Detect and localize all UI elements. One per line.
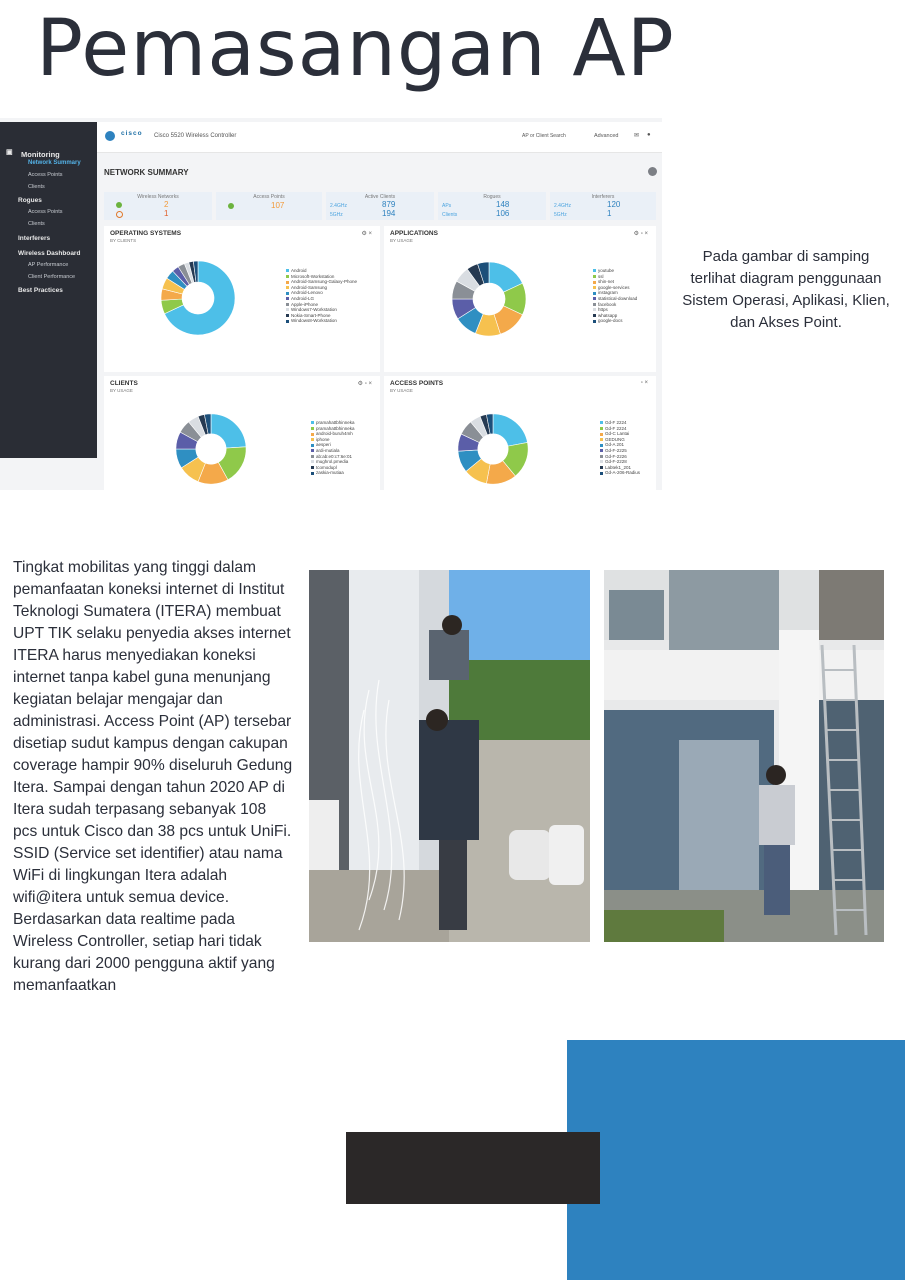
legend-item[interactable] — [593, 318, 637, 324]
sidebar-clients[interactable]: Clients — [28, 184, 45, 190]
stat-rogues[interactable] — [438, 192, 546, 220]
donut-slice[interactable] — [493, 414, 527, 446]
legend-swatch — [311, 455, 314, 458]
stat-band: 5GHz — [554, 212, 567, 218]
card-settings-icon[interactable]: ▫ × — [640, 380, 648, 386]
legend-swatch — [593, 286, 596, 289]
stat-value: 107 — [271, 201, 285, 210]
legend-label: Windows7-Workstation — [291, 307, 337, 313]
sidebar-rogues-clients[interactable]: Clients — [28, 221, 45, 227]
stat-value: 1 — [607, 209, 612, 218]
figure-caption: Pada gambar di samping terlihat diagram penggunaan Sistem Operasi, Aplikasi, Klien, dan Akses Point. — [682, 248, 890, 331]
legend-label: ab:ab:e0:c7:6e:01 — [316, 453, 353, 459]
legend-label: ardi-mutiala — [316, 447, 340, 453]
legend-label: google-docs — [598, 318, 623, 324]
status-off-icon — [116, 211, 123, 218]
card-subtitle: BY USAGE — [110, 388, 133, 393]
sidebar-rogues[interactable]: Rogues — [18, 197, 42, 204]
sidebar-best-practices[interactable]: Best Practices — [18, 287, 63, 294]
page-title: Pemasangan AP — [36, 4, 675, 94]
legend-label: zaskia-mutiaa — [316, 470, 344, 476]
card-title: OPERATING SYSTEMS — [110, 230, 182, 237]
legend-swatch — [593, 292, 596, 295]
legend-label: Windows8-Workstation — [291, 318, 337, 324]
network-summary-title: NETWORK SUMMARY — [104, 168, 189, 177]
legend-label: Gd-F 2224 — [605, 420, 627, 425]
legend-label: Android-Samsung-Galaxy-Phone — [291, 279, 358, 285]
search-field[interactable]: AP or Client Search — [522, 133, 566, 139]
paragraph: SSID (Service set identifier) atau nama WiFi di lingkungan Itera adalah wifi@itera untuk semua device. Berdasarkan data realtime pada Wireless Controller, setiap hari tidak kurang dari 2000 pengguna aktif yang memanfaatkan — [13, 845, 283, 994]
legend-item[interactable] — [286, 318, 357, 324]
photo-building-ladder — [604, 570, 884, 942]
legend-swatch — [311, 449, 314, 452]
stat-label: Access Points — [253, 194, 285, 200]
legend-swatch — [286, 308, 289, 311]
legend-label: instagram — [598, 290, 618, 296]
cisco-logo: cisco — [121, 130, 143, 137]
stat-band: 2.4GHz — [554, 203, 571, 209]
legend-swatch — [600, 460, 603, 463]
legend-swatch — [593, 275, 596, 278]
stat-band: APs — [442, 203, 452, 209]
status-ok-icon — [116, 202, 122, 208]
legend-swatch — [311, 472, 314, 475]
legend-label: Gd-A 201 — [605, 442, 625, 448]
stat-label: Rogues — [483, 194, 501, 200]
wireless-controller-screenshot — [0, 118, 662, 490]
legend-label: Gd-F-2226 — [605, 453, 627, 459]
legend-swatch — [286, 281, 289, 284]
legend-swatch — [600, 449, 603, 452]
legend-swatch — [593, 308, 596, 311]
legend-label: Gd-F-2228 — [605, 459, 627, 465]
card-subtitle: BY CLIENTS — [110, 238, 137, 243]
legend-swatch — [286, 303, 289, 306]
legend-label: tcomodupl — [316, 464, 337, 470]
legend-swatch — [311, 438, 314, 441]
legend-label: mughrol.pmedia — [316, 459, 349, 465]
menu-icon[interactable] — [105, 131, 115, 141]
legend-label: ssl — [598, 273, 604, 279]
card-title: ACCESS POINTS — [390, 380, 444, 387]
legend-swatch — [311, 433, 314, 436]
apps-donut — [450, 260, 528, 338]
os-legend — [286, 268, 357, 324]
advanced-button[interactable]: Advanced — [594, 133, 619, 139]
clients-donut — [174, 412, 248, 486]
stat-wireless-networks[interactable] — [104, 192, 212, 220]
legend-swatch — [311, 444, 314, 447]
legend-label: Gd-F 2224 — [605, 425, 627, 431]
legend-label: facebook — [598, 301, 617, 307]
card-subtitle: BY USAGE — [390, 388, 413, 393]
legend-label: android-buruh4mh — [316, 431, 353, 437]
stat-band: Clients — [442, 212, 458, 218]
legend-label: aesperi — [316, 442, 331, 448]
legend-swatch — [286, 320, 289, 323]
legend-swatch — [600, 433, 603, 436]
photo-installation-pillar — [309, 570, 590, 942]
sidebar-rogues-access-points[interactable]: Access Points — [28, 209, 63, 215]
legend-label: https — [598, 307, 608, 313]
legend-swatch — [593, 281, 596, 284]
card-settings-icon[interactable]: ⚙ ▫ × — [633, 231, 648, 237]
stat-band: 2.4GHz — [330, 203, 347, 209]
stat-value: 1 — [164, 209, 169, 218]
sidebar-client-performance[interactable]: Client Performance — [28, 274, 76, 280]
legend-swatch — [600, 472, 603, 475]
legend-label: Gd-C Lantai — [605, 431, 630, 437]
monitoring-icon: ▣ — [6, 149, 13, 156]
legend-swatch — [600, 427, 603, 430]
legend-label: pramahattbhinneka — [316, 420, 355, 425]
stat-value: 2 — [164, 200, 169, 209]
aps-legend — [600, 420, 640, 476]
stat-interferers[interactable] — [550, 192, 656, 220]
legend-label: GEDUNG — [605, 436, 625, 442]
card-subtitle: BY USAGE — [390, 238, 413, 243]
legend-swatch — [600, 421, 603, 424]
sidebar-network-summary[interactable]: Network Summary — [28, 160, 81, 166]
donut-slice[interactable] — [211, 414, 246, 448]
settings-icon[interactable]: ● — [647, 132, 651, 138]
card-settings-icon[interactable]: ⚙ ▫ × — [357, 381, 372, 387]
card-applications — [384, 226, 656, 372]
status-ok-icon — [228, 203, 234, 209]
sidebar-interferers[interactable]: Interferers — [18, 235, 51, 242]
legend-label: Nokia-Smart-Phone — [291, 312, 331, 318]
os-donut — [159, 259, 237, 337]
legend-label: shin-net — [598, 279, 615, 285]
stat-band: 5GHz — [330, 212, 343, 218]
stat-value: 148 — [496, 200, 510, 209]
paragraph: Tingkat mobilitas yang tinggi dalam pemanfaatan koneksi internet di Institut Teknologi Sumatera (ITERA) membuat UPT TIK selaku penyedia akses internet ITERA harus menyediakan koneksi internet tanpa kabel guna menunjang kegiatan belajar mengajar dan administrasi. Access Point (AP) tersebar disetiap sudut kampus dengan cakupan coverage hampir 90% diseluruh Gedung Itera. Sampai dengan tahun 2020 AP di Itera sudah terpasang sebanyak 108 pcs untuk Cisco dan 38 pcs untuk UniFi. — [13, 559, 293, 840]
stat-value: 106 — [496, 209, 510, 218]
legend-swatch — [286, 286, 289, 289]
legend-swatch — [286, 297, 289, 300]
legend-label: statistical-download — [598, 295, 638, 301]
stat-active-clients[interactable] — [326, 192, 434, 220]
stat-value: 194 — [382, 209, 396, 218]
legend-item[interactable] — [311, 470, 355, 476]
photo-illustration — [309, 570, 590, 942]
card-title: APPLICATIONS — [390, 230, 438, 237]
decorative-blue-block — [567, 1040, 905, 1280]
stat-value: 120 — [607, 200, 621, 209]
legend-swatch — [311, 466, 314, 469]
stat-label: Wireless Networks — [137, 194, 179, 200]
legend-swatch — [593, 269, 596, 272]
legend-label: Android-Samsung — [291, 284, 328, 290]
card-title: CLIENTS — [110, 380, 138, 387]
stat-label: Active Clients — [364, 194, 396, 200]
legend-label: google-services — [598, 284, 630, 290]
sidebar — [0, 122, 97, 458]
legend-swatch — [593, 303, 596, 306]
legend-label: pramahattbhinneka — [316, 425, 355, 431]
legend-label: youtube — [598, 268, 615, 273]
top-bar — [97, 122, 662, 153]
legend-label: Gd-F-2225 — [605, 447, 627, 453]
legend-swatch — [311, 427, 314, 430]
body-text — [13, 557, 293, 997]
legend-swatch — [600, 438, 603, 441]
card-settings-icon[interactable]: ⚙ × — [361, 231, 372, 237]
stat-access-points[interactable] — [216, 192, 322, 220]
sidebar-wireless-dashboard[interactable]: Wireless Dashboard — [18, 250, 81, 257]
legend-swatch — [311, 421, 314, 424]
app-name: Cisco 5520 Wireless Controller — [154, 133, 237, 139]
legend-swatch — [286, 275, 289, 278]
card-operating-systems — [104, 226, 380, 372]
legend-label: whatsapp — [598, 312, 618, 318]
legend-swatch — [311, 460, 314, 463]
stat-value: 879 — [382, 200, 396, 209]
legend-swatch — [286, 314, 289, 317]
legend-swatch — [286, 292, 289, 295]
card-access-points — [384, 376, 656, 490]
mail-icon[interactable]: ✉ — [634, 133, 640, 139]
legend-swatch — [593, 297, 596, 300]
sidebar-monitoring[interactable]: Monitoring — [21, 150, 60, 159]
stat-label: Interferers — [591, 194, 615, 200]
clients-legend — [311, 420, 355, 476]
card-clients — [104, 376, 380, 490]
legend-item[interactable] — [600, 470, 640, 476]
legend-label: Android-LG — [291, 295, 315, 301]
legend-label: Apple-iPhone — [291, 301, 319, 307]
legend-swatch — [600, 466, 603, 469]
legend-label: Android-Lenovo — [291, 290, 323, 296]
legend-swatch — [600, 455, 603, 458]
sidebar-ap-performance[interactable]: AP Performance — [28, 262, 69, 268]
legend-swatch — [593, 314, 596, 317]
legend-swatch — [593, 320, 596, 323]
legend-swatch — [600, 444, 603, 447]
legend-label: Labtek1_201 — [605, 464, 632, 470]
legend-label: Gd-A-206-Radius — [605, 470, 641, 476]
add-widget-icon[interactable] — [648, 167, 657, 176]
legend-label: Android — [291, 268, 307, 273]
legend-label: Microsoft-Workstation — [291, 273, 335, 279]
legend-swatch — [286, 269, 289, 272]
legend-label: iphone — [316, 436, 330, 442]
aps-donut — [456, 412, 530, 486]
photo-illustration — [604, 570, 884, 942]
apps-legend — [593, 268, 637, 324]
sidebar-access-points[interactable]: Access Points — [28, 172, 63, 178]
decorative-dark-block — [346, 1132, 600, 1204]
